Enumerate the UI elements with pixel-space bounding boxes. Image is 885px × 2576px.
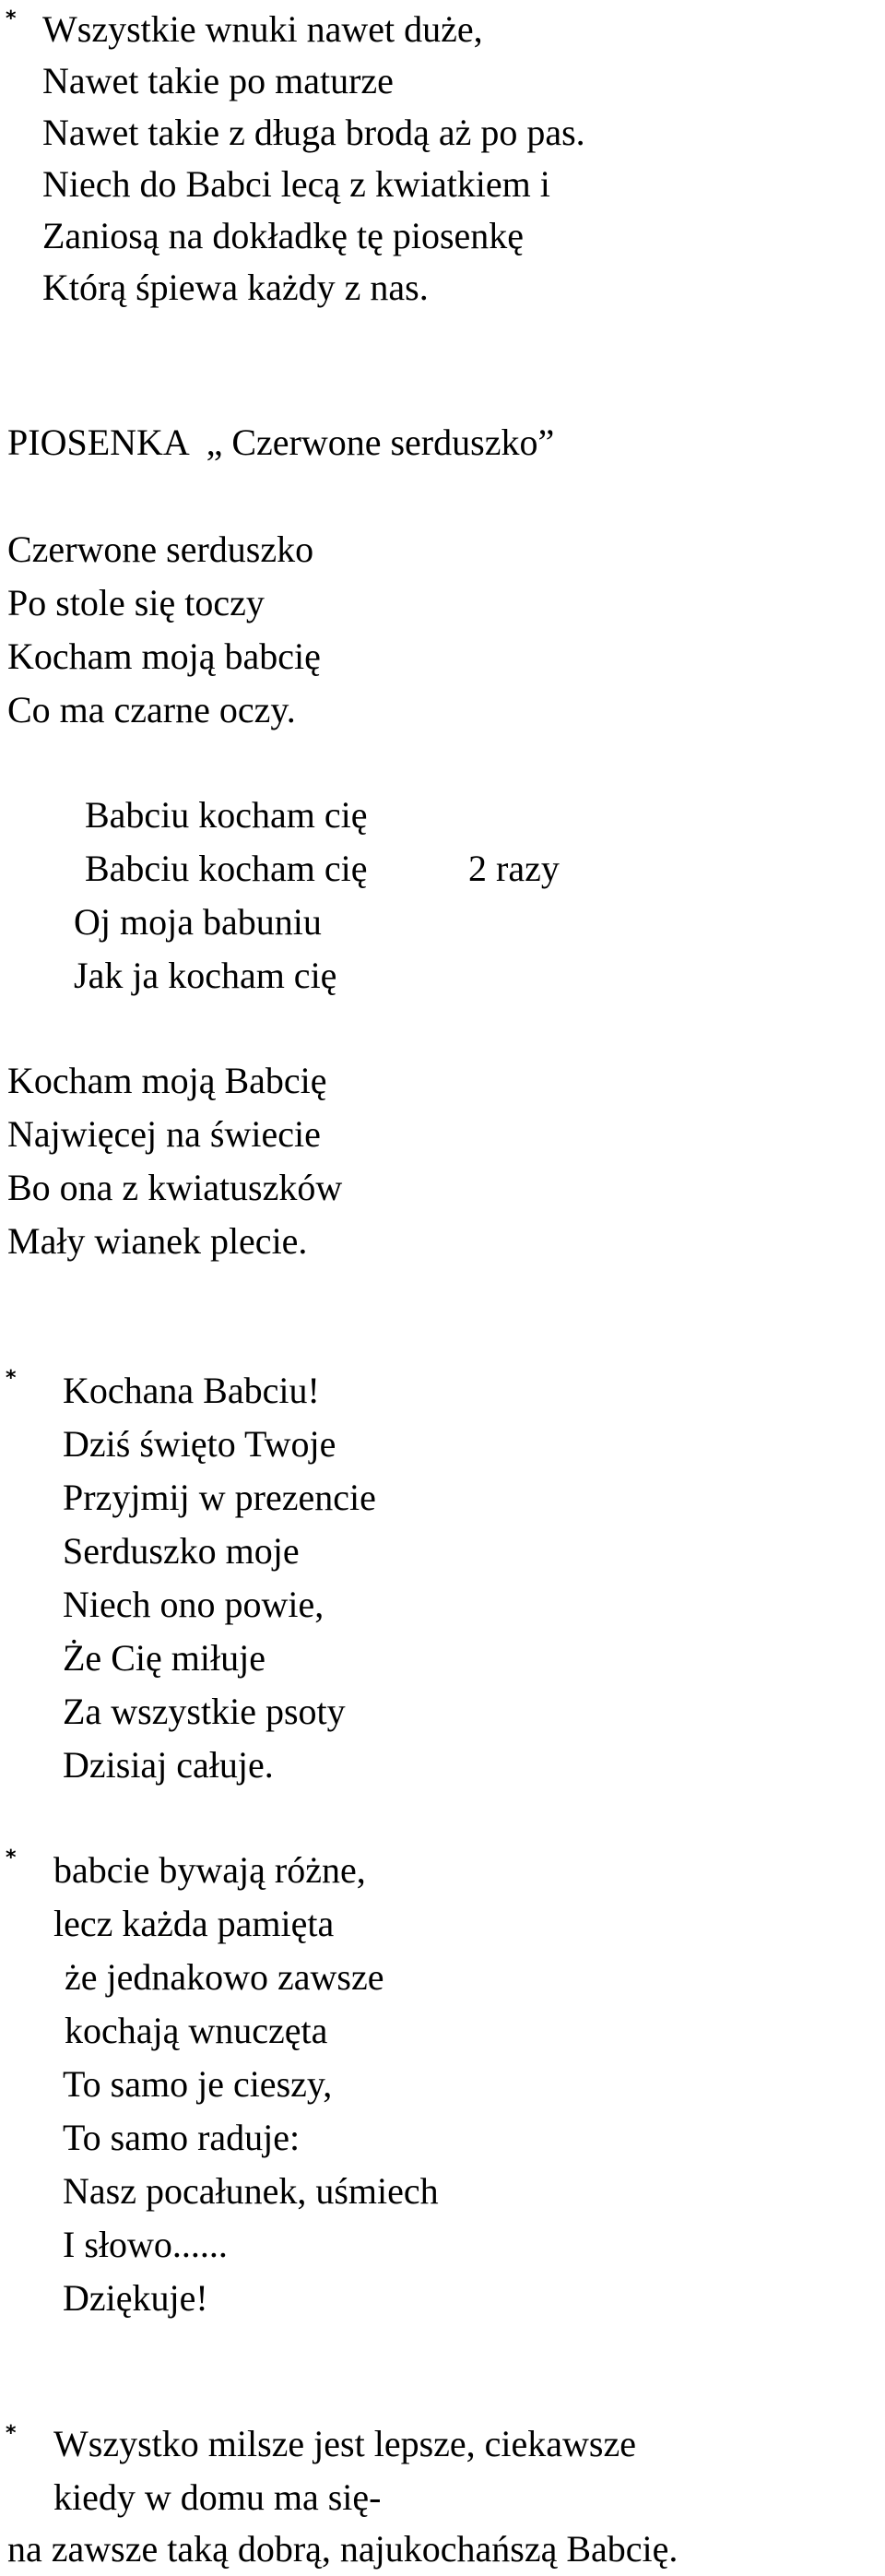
poem-line: To samo raduje: [63,2117,301,2158]
poem-line: Serduszko moje [63,1530,300,1572]
poem-line: babcie bywają różne, [53,1849,366,1891]
poem-line: Niech ono powie, [63,1584,324,1625]
poem-line: Za wszystkie psoty [63,1691,346,1732]
song-line: Co ma czarne oczy. [7,689,296,730]
poem-line: Nasz pocałunek, uśmiech [63,2170,439,2212]
song-line: Czerwone serduszko [7,528,314,570]
chorus-line: Babciu kocham cię [85,794,368,836]
bullet-asterisk: * [6,2422,17,2445]
poem-line: Nawet takie z długa brodą aż po pas. [42,112,585,153]
bullet-asterisk: * [6,7,17,30]
poem-line: Dziś święto Twoje [63,1423,336,1465]
chorus-line: Babciu kocham cię [85,848,368,889]
poem-line: Nawet takie po maturze [42,60,394,101]
poem-line: na zawsze taką dobrą, najukochańszą Babcię. [7,2528,678,2570]
poem-line: Kochana Babciu! [63,1370,320,1411]
poem-line: Przyjmij w prezencie [63,1477,376,1518]
poem-line: To samo je cieszy, [63,2063,333,2105]
poem-line: kochają wnuczęta [65,2010,328,2051]
poem-line: że jednakowo zawsze [65,1956,384,1998]
poem-line: Że Cię miłuje [63,1637,266,1679]
poem-line: Wszystko milsze jest lepsze, ciekawsze [53,2423,636,2464]
poem-line: Dziękuje! [63,2277,208,2319]
chorus-line: Jak ja kocham cię [74,955,337,996]
song-line: Najwięcej na świecie [7,1113,321,1155]
bullet-asterisk: * [6,1367,17,1390]
song-title: PIOSENKA „ Czerwone serduszko” [7,421,555,463]
poem-line: kiedy w domu ma się- [53,2476,382,2518]
poem-line: Niech do Babci lecą z kwiatkiem i [42,163,550,205]
chorus-line: Oj moja babuniu [74,901,322,943]
poem-line: Którą śpiewa każdy z nas. [42,267,429,308]
poem-line: Dzisiaj całuje. [63,1744,274,1786]
song-line: Mały wianek plecie. [7,1220,308,1262]
poem-line: Zaniosą na dokładkę tę piosenkę [42,215,525,256]
song-line: Po stole się toczy [7,582,265,623]
song-line: Bo ona z kwiatuszków [7,1167,343,1208]
bullet-asterisk: * [6,1846,17,1870]
song-line: Kocham moją babcię [7,635,321,677]
song-line: Kocham moją Babcię [7,1060,327,1101]
poem-line: Wszystkie wnuki nawet duże, [42,8,483,50]
poem-line: lecz każda pamięta [53,1903,335,1944]
chorus-repeat-note: 2 razy [468,848,560,889]
poem-line: I słowo...... [63,2224,228,2265]
